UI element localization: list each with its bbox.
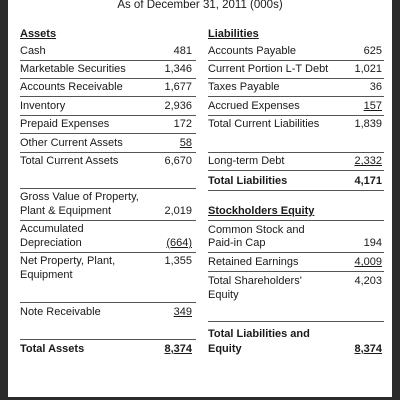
marketable-securities-label: Marketable Securities: [20, 63, 126, 75]
accrued-expenses-value: 157: [363, 100, 382, 112]
total-liabilities-value: 4,171: [354, 175, 382, 187]
row-divider: [20, 78, 196, 79]
current-ltd-value: 1,021: [354, 63, 382, 75]
gross-ppe-label-line2: Plant & Equipment: [20, 205, 112, 217]
total-liabilities-label: Total Liabilities: [208, 175, 288, 187]
row-divider: [208, 96, 384, 97]
total-current-assets-value: 6,670: [164, 155, 192, 167]
total-liabilities-equity-label-line2: Equity: [208, 343, 242, 355]
row-divider: [20, 152, 196, 153]
total-current-liabilities-label: Total Current Liabilities: [208, 118, 320, 130]
row-divider: [20, 60, 196, 61]
inventory-value: 2,936: [164, 100, 192, 112]
total-shareholders-equity-label-line2: Equity: [208, 289, 239, 301]
accounts-payable-label: Accounts Payable: [208, 45, 297, 57]
row-divider: [208, 271, 384, 272]
row-divider: [208, 190, 384, 191]
long-term-debt-value: 2,332: [354, 155, 382, 167]
total-shareholders-equity-label-line1: Total Shareholders': [208, 275, 302, 287]
total-liabilities-equity-value: 8,374: [354, 343, 382, 355]
common-stock-label-line1: Common Stock and: [208, 224, 305, 236]
note-receivable-value: 349: [173, 306, 192, 318]
row-divider: [20, 133, 196, 134]
common-stock-value: 194: [363, 237, 382, 249]
row-divider: [208, 220, 384, 221]
retained-earnings-label: Retained Earnings: [208, 256, 299, 268]
gross-ppe-value: 2,019: [164, 205, 192, 217]
row-divider: [208, 115, 384, 116]
row-divider: [208, 170, 384, 171]
current-ltd-label: Current Portion L-T Debt: [208, 63, 329, 75]
assets-heading: Assets: [20, 28, 57, 40]
marketable-securities-value: 1,346: [164, 63, 192, 75]
balance-sheet-subtitle: As of December 31, 2011 (000s): [117, 0, 283, 11]
taxes-payable-value: 36: [369, 81, 382, 93]
prepaid-expenses-label: Prepaid Expenses: [20, 118, 110, 130]
cash-value: 481: [173, 45, 192, 57]
accounts-receivable-value: 1,677: [164, 81, 192, 93]
note-receivable-label: Note Receivable: [20, 306, 101, 318]
other-current-assets-value: 58: [179, 137, 192, 149]
inventory-label: Inventory: [20, 100, 66, 112]
total-shareholders-equity-value: 4,203: [354, 275, 382, 287]
row-divider: [20, 302, 196, 303]
row-divider: [208, 78, 384, 79]
prepaid-expenses-value: 172: [173, 118, 192, 130]
gross-ppe-label-line1: Gross Value of Property,: [20, 191, 139, 203]
accumulated-depreciation-value: (664): [166, 237, 192, 249]
accrued-expenses-label: Accrued Expenses: [208, 100, 300, 112]
row-divider: [208, 152, 384, 153]
total-current-liabilities-value: 1,839: [354, 118, 382, 130]
common-stock-label-line2: Paid-in Cap: [208, 237, 266, 249]
accumulated-depreciation-label-line1: Accumulated: [20, 223, 84, 235]
accounts-receivable-label: Accounts Receivable: [20, 81, 123, 93]
total-assets-label: Total Assets: [20, 343, 85, 355]
row-divider: [20, 188, 196, 189]
accounts-payable-value: 625: [363, 45, 382, 57]
taxes-payable-label: Taxes Payable: [208, 81, 280, 93]
accumulated-depreciation-label-line2: Depreciation: [20, 237, 82, 249]
row-divider: [20, 252, 196, 253]
row-divider: [20, 96, 196, 97]
long-term-debt-label: Long-term Debt: [208, 155, 285, 167]
total-assets-value: 8,374: [164, 343, 192, 355]
other-current-assets-label: Other Current Assets: [20, 137, 123, 149]
net-ppe-label-line2: Equipment: [20, 269, 73, 281]
total-current-assets-label: Total Current Assets: [20, 155, 119, 167]
cash-label: Cash: [20, 45, 46, 57]
row-divider: [208, 252, 384, 253]
stockholders-equity-heading: Stockholders Equity: [208, 205, 315, 217]
net-ppe-value: 1,355: [164, 255, 192, 267]
liabilities-heading: Liabilities: [208, 28, 259, 40]
row-divider: [20, 115, 196, 116]
row-divider: [20, 220, 196, 221]
retained-earnings-value: 4,009: [354, 256, 382, 268]
row-divider: [208, 321, 384, 322]
total-liabilities-equity-label-line1: Total Liabilities and: [208, 328, 310, 340]
row-divider: [208, 60, 384, 61]
net-ppe-label-line1: Net Property, Plant,: [20, 255, 116, 267]
row-divider: [20, 339, 196, 340]
